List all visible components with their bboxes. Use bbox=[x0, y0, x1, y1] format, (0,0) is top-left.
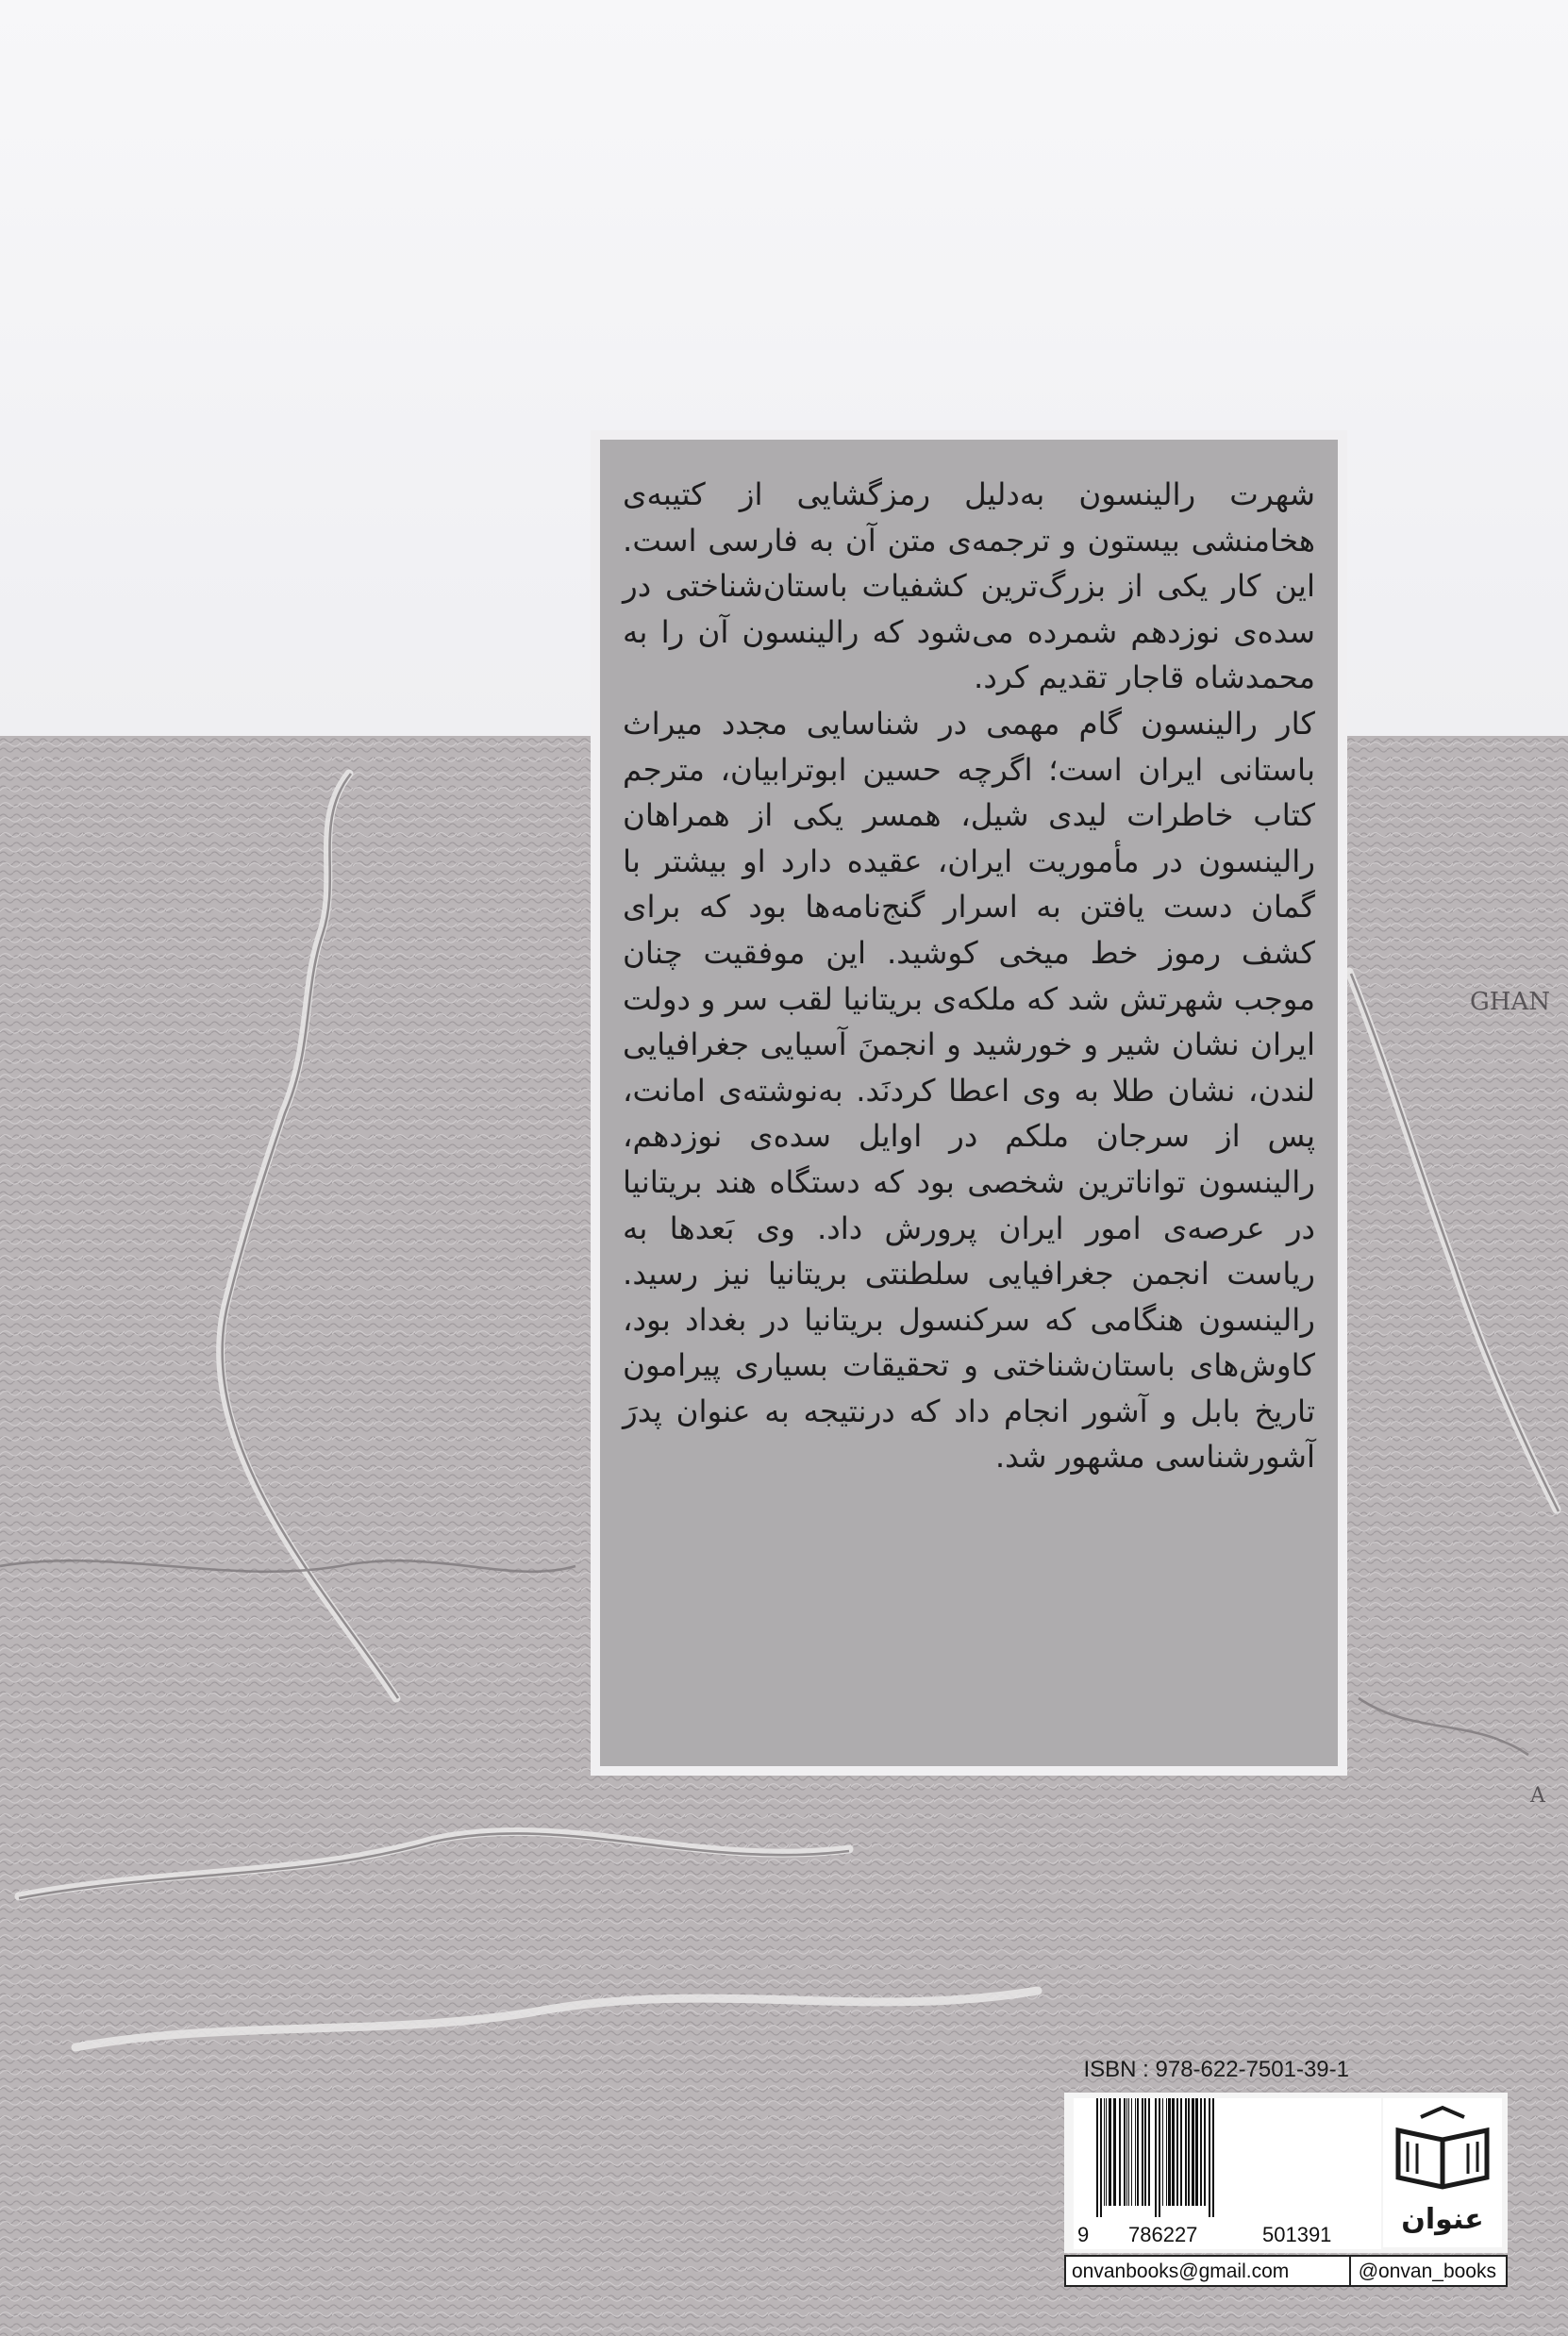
description-box bbox=[591, 430, 1347, 1776]
barcode-bars bbox=[1083, 2098, 1372, 2223]
barcode-first-digit: 9 bbox=[1077, 2223, 1090, 2246]
barcode-bar bbox=[1180, 2098, 1182, 2206]
map-label-a: A bbox=[1530, 1784, 1545, 1808]
barcode-bar bbox=[1113, 2098, 1116, 2206]
barcode-bar bbox=[1144, 2098, 1146, 2206]
barcode-bar bbox=[1200, 2098, 1202, 2206]
barcode-bar bbox=[1106, 2098, 1107, 2206]
barcode-left-group: 786227 bbox=[1128, 2223, 1198, 2246]
barcode-bar bbox=[1162, 2098, 1163, 2206]
barcode-bar bbox=[1109, 2098, 1111, 2206]
barcode-bar bbox=[1192, 2098, 1194, 2206]
barcode-bar bbox=[1126, 2098, 1127, 2206]
barcode-guard bbox=[1212, 2098, 1214, 2217]
contact-bar bbox=[1064, 2255, 1508, 2287]
description-paragraph-2: کار رالینسون گام مهمی در شناسایی مجدد میراث باستانی ایران است؛ اگرچه حسین ابوترابیان، مترجم کتاب خاطرات لیدی شیل، همسر یکی از همراهان رالینسون در مأموریت ایران، عقیده دارد او بیشتر با گمان دست یافتن به اسرار گنج‌نامه‌ها بود که برای کشف رموز خط میخی کوشید. این موفقیت چنان موجب شهرتش شد که ملکه‌ی بریتانیا لقب سر و دولت ایران نشان شیر و خورشید و انجمنَ آسیایی جغرافیایی لندن، نشان طلا به وی اعطا کردنَد. به‌نوشته‌ی امانت، پس از سرجان ملکم در اوایل سده‌ی نوزدهم، رالینسون تواناترین شخصی بود که دستگاه هند بریتانیا در عرصه‌ی امور ایران پرورش داد. وی بَعدها به ریاست انجمن جغرافیایی سلطنتی بریتانیا نیز رسید. رالینسون هنگامی که سرکنسول بریتانیا در بغداد بود، کاوش‌های باستان‌شناختی و تحقیقات بسیاری پیرامون تاریخ بابل و آشور انجام داد که درنتیجه به عنوان پدرَ آشورشناسی مشهور شد. bbox=[623, 705, 1315, 1476]
book-icon bbox=[1383, 2098, 1502, 2247]
barcode-guard bbox=[1155, 2098, 1157, 2217]
barcode-bar bbox=[1104, 2098, 1105, 2206]
barcode bbox=[1074, 2098, 1381, 2249]
barcode-bar bbox=[1166, 2098, 1167, 2206]
barcode-bar bbox=[1188, 2098, 1190, 2206]
publisher-logo-text: عنوان bbox=[1401, 2203, 1484, 2236]
barcode-bar bbox=[1176, 2098, 1178, 2206]
publisher-logo bbox=[1383, 2098, 1502, 2247]
barcode-right-group: 501391 bbox=[1262, 2223, 1332, 2246]
contact-divider bbox=[1349, 2257, 1351, 2285]
barcode-panel bbox=[1064, 2093, 1508, 2253]
isbn-label: ISBN : 978-622-7501-39-1 bbox=[1083, 2057, 1349, 2082]
barcode-digits bbox=[1074, 2223, 1381, 2247]
barcode-bar bbox=[1119, 2098, 1121, 2206]
barcode-bar bbox=[1195, 2098, 1198, 2206]
publisher-instagram[interactable]: @onvan_books bbox=[1358, 2261, 1496, 2282]
barcode-bar bbox=[1137, 2098, 1139, 2206]
barcode-bar bbox=[1128, 2098, 1129, 2206]
barcode-guard bbox=[1209, 2098, 1210, 2217]
barcode-bar bbox=[1124, 2098, 1126, 2206]
barcode-guard bbox=[1096, 2098, 1098, 2217]
barcode-bar bbox=[1131, 2098, 1132, 2206]
barcode-bar bbox=[1142, 2098, 1143, 2206]
publisher-email[interactable]: onvanbooks@gmail.com bbox=[1072, 2261, 1290, 2282]
description-paragraph-1: شهرت رالینسون به‌دلیل رمزگشایی از کتیبه‌ی هخامنشی بیستون و ترجمه‌ی متن آن به فارسی است. این کار یکی از بزرگ‌ترین کشفیات باستان‌شناختی در سده‌ی نوزدهم شمرده می‌شود که رالینسون آن را به محمدشاه قاجار تقدیم کرد. bbox=[623, 476, 1315, 696]
barcode-bar bbox=[1172, 2098, 1175, 2206]
barcode-bar bbox=[1135, 2098, 1136, 2206]
barcode-guard bbox=[1100, 2098, 1102, 2217]
barcode-guard bbox=[1159, 2098, 1160, 2217]
map-label-ghan: GHAN bbox=[1470, 988, 1550, 1016]
description-text bbox=[600, 440, 1338, 1766]
barcode-bar bbox=[1185, 2098, 1187, 2206]
barcode-bar bbox=[1168, 2098, 1171, 2206]
barcode-bar bbox=[1148, 2098, 1150, 2206]
barcode-bar bbox=[1204, 2098, 1206, 2206]
